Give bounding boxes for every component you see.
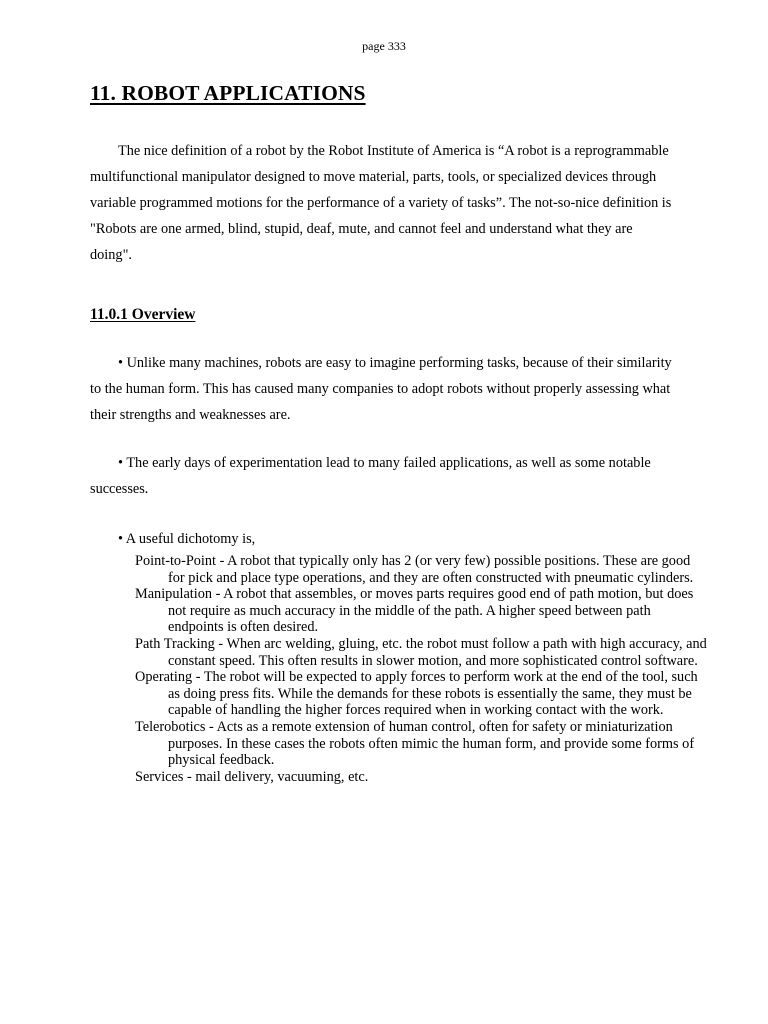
dichotomy-item-services: Services - mail delivery, vacuuming, etc. [135, 768, 369, 785]
dichotomy-item-telerobotics: Telerobotics - Acts as a remote extension of human control, often for safety or miniaturization purposes. In these cases the robots often mimic the human form, and provide some forms of physical feedback. [135, 718, 695, 769]
bullet-paragraph: • Unlike many machines, robots are easy to imagine performing tasks, because of their similarity to the human form. This has caused many companies to adopt robots without properly assessing what their strengths and weaknesses are. [90, 355, 672, 423]
page-number: page 333 [362, 39, 406, 53]
dichotomy-item-path-tracking: Path Tracking - When arc welding, gluing, etc. the robot must follow a path with high accuracy, and constant speed. This often results in slower motion, and more sophisticated control software. [135, 635, 707, 669]
bullet-paragraph: • A useful dichotomy is, [118, 531, 256, 547]
section-title: 11.0.1 Overview [90, 306, 196, 323]
chapter-title: 11. ROBOT APPLICATIONS [90, 81, 366, 105]
dichotomy-item-point-to-point: Point-to-Point - A robot that typically only has 2 (or very few) possible positions. These are good for pick and place type operations, and they are often constructed with pneumatic cylinders. [135, 553, 694, 586]
dichotomy-item-manipulation: Manipulation - A robot that assembles, or moves parts requires good end of path motion, but does not require as much accuracy in the middle of the path. A higher speed between path endpoints is often desired. [135, 586, 694, 636]
bullet-paragraph: • The early days of experimentation lead to many failed applications, as well as some notable successes. [90, 455, 651, 497]
intro-paragraph: The nice definition of a robot by the Robot Institute of America is “A robot is a reprogrammable multifunctional manipulator designed to move material, parts, tools, or specialized devices through variable programmed motions for the performance of a variety of tasks”. The not-so-nice definition is "Robots are one armed, blind, stupid, deaf, mute, and cannot feel and understand what they are doing". [90, 143, 672, 263]
dichotomy-item-operating: Operating - The robot will be expected to apply forces to perform work at the end of the tool, such as doing press fits. While the demands for these robots is essentially the same, they must be capable of handling the higher forces required when in working contact with the work. [135, 669, 698, 719]
dichotomy-list [0, 553, 708, 785]
